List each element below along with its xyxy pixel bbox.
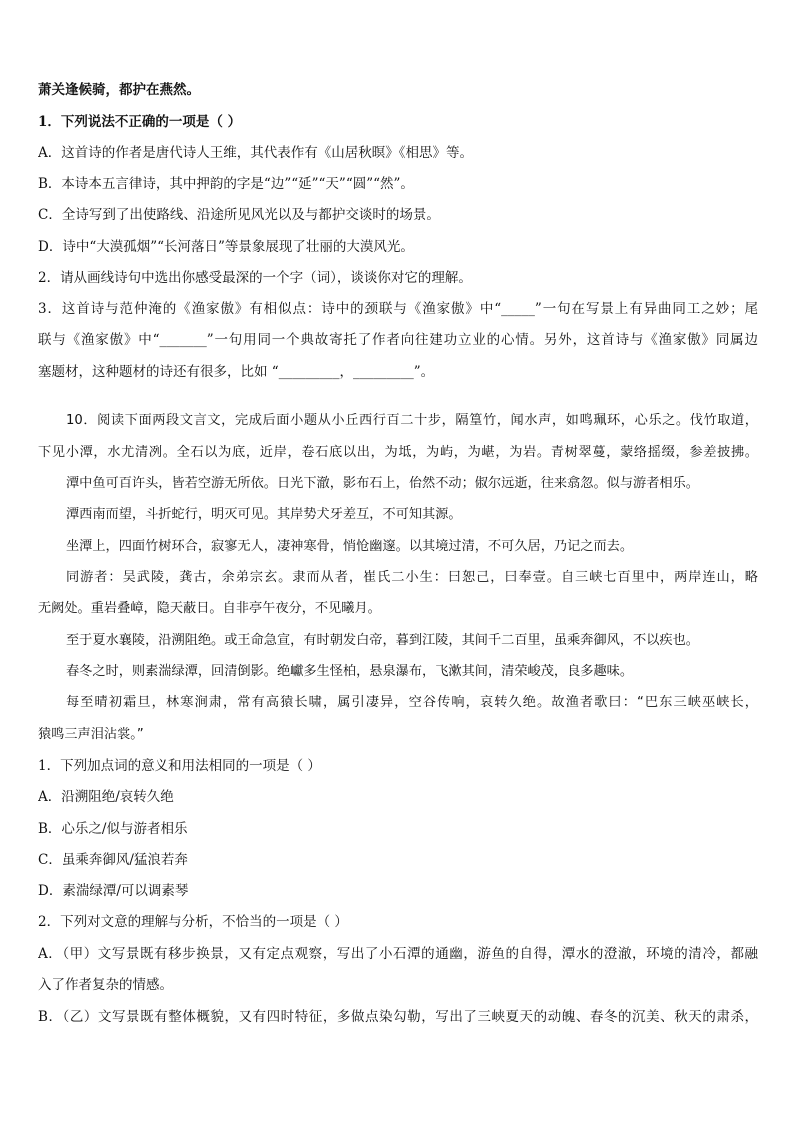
question-3-line-1: 3．这首诗与范仲淹的《渔家傲》有相似点：诗中的颈联与《渔家傲》中“_____”一句在写景上有异曲同工之妙；尾 (38, 301, 758, 317)
question-1: 1．下列说法不正确的一项是（ ） (38, 114, 242, 130)
question-3-line-3: 塞题材，这种题材的诗还有很多，比如 “_________，_________”。 (38, 364, 435, 380)
question-1: 1．下列加点词的意义和用法相同的一项是（ ） (38, 758, 321, 774)
option-b: B．心乐之/似与游者相乐 (38, 821, 188, 837)
passage-paragraph: 坐潭上，四面竹树环合，寂寥无人，凄神寒骨，悄怆幽邃。以其境过清，不可久居，乃记之而去。 (66, 539, 634, 554)
option-a: A．沿溯阻绝/哀转久绝 (38, 789, 174, 805)
option-c: C．虽乘奔御风/猛浪若奔 (38, 852, 188, 868)
option-a-line-1: A．（甲）文写景既有移步换景，又有定点观察，写出了小石潭的通幽，游鱼的自得，潭水的澄澈，环境的清冷，都融 (38, 946, 758, 962)
passage-intro-line-1: 10．阅读下面两段文言文，完成后面小题从小丘西行百二十步，隔篁竹，闻水声，如鸣珮环，心乐之。伐竹取道， (66, 413, 758, 428)
passage-paragraph-cont: 无阙处。重岩叠嶂，隐天蔽日。自非亭午夜分，不见曦月。 (38, 601, 381, 616)
passage-paragraph-cont: 猿鸣三声泪沾裳。” (38, 727, 144, 742)
option-d: D．诗中“大漠孤烟”“长河落日”等景象展现了壮丽的大漠风光。 (38, 239, 414, 255)
option-d: D．素湍绿潭/可以调素琴 (38, 883, 189, 899)
poem-last-line: 萧关逢候骑，都护在燕然。 (38, 82, 200, 98)
passage-paragraph: 同游者：吴武陵，龚古，余弟宗玄。隶而从者，崔氏二小生：曰恕己，曰奉壹。自三峡七百里中，两岸连山，略 (66, 570, 758, 585)
question-2: 2．下列对文意的理解与分析，不恰当的一项是（ ） (38, 914, 348, 930)
option-a: A．这首诗的作者是唐代诗人王维，其代表作有《山居秋暝》《相思》等。 (38, 145, 473, 161)
passage-paragraph: 至于夏水襄陵，沿溯阻绝。或王命急宣，有时朝发白帝，暮到江陵，其间千二百里，虽乘奔御风，不以疾也。 (66, 633, 699, 648)
option-a-line-2: 入了作者复杂的情感。 (38, 977, 173, 993)
option-b: B．本诗本五言律诗，其中押韵的字是“边”“延”“天”“圆”“然”。 (38, 176, 414, 192)
question-3-line-2: 联与《渔家傲》中“_______”一句用同一个典故寄托了作者向往建功立业的心情。另外，这首诗与《渔家傲》同属边 (38, 332, 758, 348)
passage-intro-line-2: 下见小潭，水尤清冽。全石以为底，近岸，卷石底以出，为坻，为屿，为嵁，为岩。青树翠蔓，蒙络摇缀，参差披拂。 (38, 445, 758, 460)
question-2: 2．请从画线诗句中选出你感受最深的一个字（词），谈谈你对它的理解。 (38, 270, 472, 286)
passage-paragraph: 潭西南而望，斗折蛇行，明灭可见。其岸势犬牙差互，不可知其源。 (66, 507, 462, 522)
option-c: C．全诗写到了出使路线、沿途所见风光以及与都护交谈时的场景。 (38, 207, 440, 223)
passage-paragraph: 春冬之时，则素湍绿潭，回清倒影。绝巘多生怪柏，悬泉瀑布，飞漱其间，清荣峻茂，良多趣味。 (66, 664, 634, 679)
passage-paragraph: 潭中鱼可百许头，皆若空游无所依。日光下澈，影布石上，佁然不动；俶尔远逝，往来翕忽。似与游者相乐。 (66, 476, 699, 491)
passage-paragraph: 每至晴初霜旦，林寒涧肃，常有高猿长啸，属引凄异，空谷传响，哀转久绝。故渔者歌曰：“巴东三峡巫峡长， (66, 695, 758, 710)
option-b-line-1: B．（乙）文写景既有整体概貌，又有四时特征，多做点染勾勒，写出了三峡夏天的动魄、春冬的沉美、秋天的肃杀， (38, 1009, 758, 1025)
